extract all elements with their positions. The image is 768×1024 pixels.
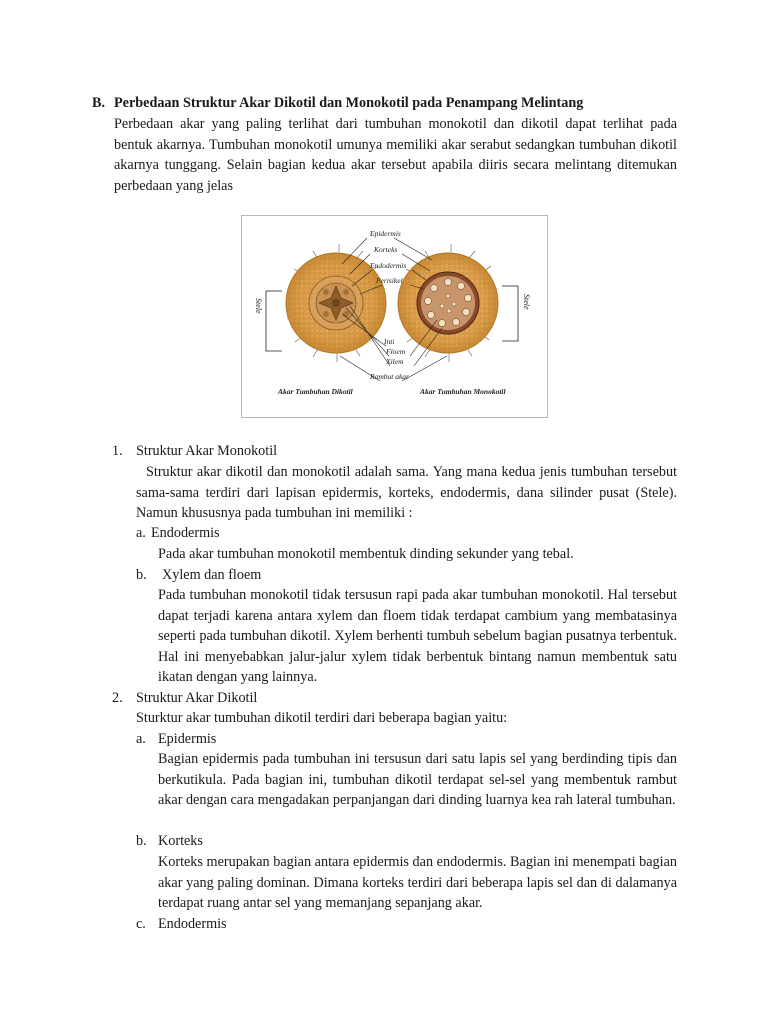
item2-sub-c-title: Endodermis	[158, 916, 227, 932]
item2-sub-a-letter: a.	[136, 731, 146, 747]
item2-sub-a-body: Bagian epidermis pada tumbuhan ini tersusun dari satu lapis sel yang berdinding tipis dan berkutikula. Pada bagian ini, tumbuhan dikotil terdapat sel-sel yang membentuk rambut akar dengan cara mengadakan perpanjangan dari dinding luarnya kea rah lateral tumbuhan.	[158, 751, 677, 808]
stele-right-label: Stele	[522, 294, 531, 310]
root-diagram	[242, 216, 549, 419]
rambut-akar-label: Rambut akar	[370, 372, 409, 381]
item2-sub-a-title: Epidermis	[158, 731, 217, 747]
item1-sub-b-title: Xylem dan floem	[162, 567, 262, 583]
korteks-label: Korteks	[374, 245, 398, 254]
item1-body: Struktur akar dikotil dan monokotil adalah sama. Yang mana kedua jenis tumbuhan tersebut sama-sama terdiri dari lapisan epidermis, korteks, endodermis, dana silinder pusat (Stele). Namun khususnya pada tumbuhan ini memiliki :	[136, 464, 677, 521]
item1-sub-a-title: Endodermis	[151, 525, 220, 541]
item1-sub-a-body: Pada akar tumbuhan monokotil membentuk dinding sekunder yang tebal.	[158, 546, 574, 562]
item2-sub-b-letter: b.	[136, 833, 147, 849]
xilem-label: Xilem	[386, 357, 404, 366]
caption-monokotil: Akar Tumbuhan Monokotil	[420, 387, 506, 396]
root-cross-section-figure	[241, 215, 548, 418]
caption-dikotil: Akar Tumbuhan Dikotil	[278, 387, 353, 396]
section-heading	[92, 93, 583, 114]
item2-sub-c-letter: c.	[136, 916, 146, 932]
monokotil-root-drawing	[398, 244, 498, 362]
section-title: Perbedaan Struktur Akar Dikotil dan Monokotil pada Penampang Melintang	[114, 95, 584, 111]
item1-sub-b-body: Pada tumbuhan monokotil tidak tersusun rapi pada akar tumbuhan monokotil. Hal tersebut dapat terjadi karena antara xylem dan floem tidak terdapat cambium yang membatasinya seperti pada tumbuhan dikotil. Xylem berhenti tumbuh sebelum bagian pusatnya terbentuk. Hal ini menyebabkan jalur-jalur xylem tidak berbentuk bintang namun membentuk satu ikatan dengan yang lainnya.	[158, 587, 677, 685]
intro-paragraph: Perbedaan akar yang paling terlihat dari tumbuhan monokotil dan dikotil dapat terlihat pada bentuk akarnya. Tumbuhan monokotil umunya memiliki akar serabut sedangkan tumbuhan dikotil akarnya tunggang. Selain bagian kedua akar tersebut apabila diiris secara melintang ditemukan perbedaan yang jelas	[114, 116, 677, 194]
item2-number: 2.	[112, 690, 123, 706]
section-letter: B.	[92, 95, 106, 111]
item1-number: 1.	[112, 443, 123, 459]
perisikel-label: Perisikel	[376, 276, 403, 285]
item1-sub-b-letter: b.	[136, 567, 147, 583]
item1-sub-a-letter: a.	[136, 525, 146, 541]
endodermis-label: Endodermis	[370, 261, 407, 270]
inti-label: Inti	[384, 337, 395, 346]
item2-title: Struktur Akar Dikotil	[136, 690, 258, 706]
item2-sub-b-title: Korteks	[158, 833, 203, 849]
epidermis-label: Epidermis	[370, 229, 401, 238]
item2-sub-b-body: Korteks merupakan bagian antara epidermis dan endodermis. Bagian ini menempati bagian akar yang paling dominan. Dimana korteks terdiri dari beberapa lapis sel dan di dalamanya terdapat ruang antar sel yang memanjang sepanjang akar.	[158, 854, 677, 911]
item1-title: Struktur Akar Monokotil	[136, 443, 278, 459]
item2-body: Sturktur akar tumbuhan dikotil terdiri dari beberapa bagian yaitu:	[136, 710, 508, 726]
floem-label: Floem	[386, 347, 406, 356]
stele-left-label: Stele	[254, 298, 263, 314]
